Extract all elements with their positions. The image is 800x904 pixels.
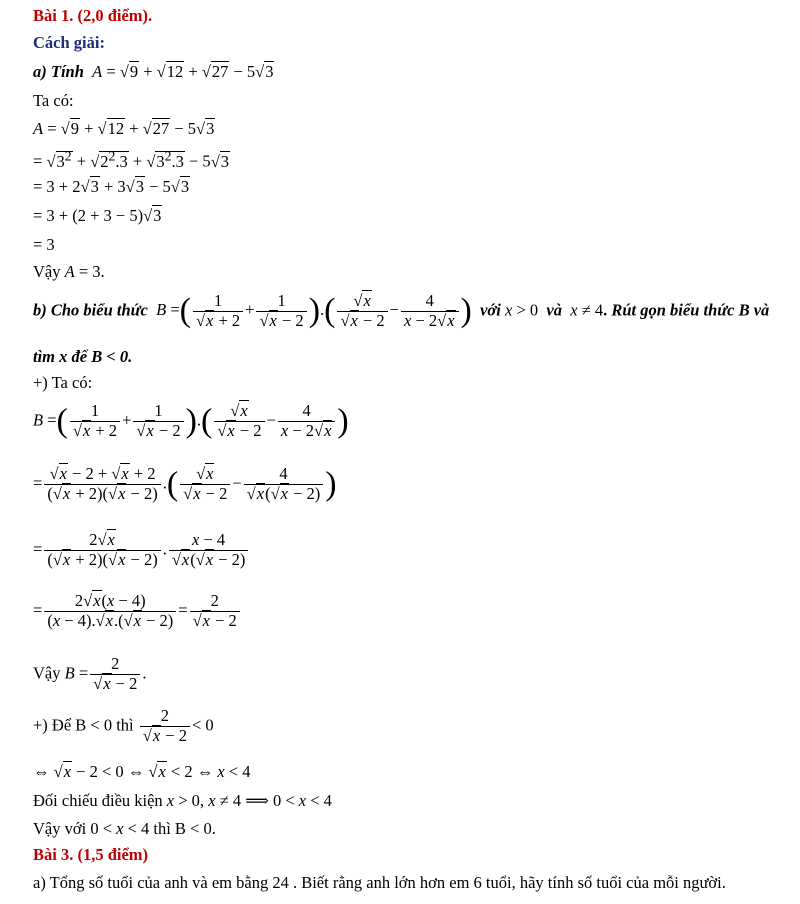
problem-3-title: Bài 3. (1,5 điểm): [33, 845, 149, 864]
given-label: Ta có:: [33, 91, 74, 110]
part-b-expression: B =( 1 √ x + 2 + 1 √ x − 2 ).( √ x √ x − 2 − $\frac{4}{x - 2√ x}$ ): [156, 300, 472, 319]
step-5: = 3: [33, 235, 55, 254]
part-b-condition: +) Để B < 0 thì 2 √ x − 2 < 0: [33, 707, 214, 746]
final-line: Vậy với 0 < x < 4 thì B < 0.: [33, 819, 216, 838]
problem-1-title: Bài 1. (2,0 điểm).: [33, 6, 153, 25]
b-step-3: = $\frac{2√ x}{(√ x + 2)(√ x - 2)}$ . x − 4 √ x(√ x − 2): [33, 531, 250, 570]
problem-3-part-a: a) Tổng số tuổi của anh và em bằng 24 . Biết rằng anh lớn hơn em 6 tuổi, hãy tính số tuổi của mỗi người.: [33, 873, 726, 892]
final-tail: thì B < 0.: [153, 819, 216, 838]
part-a-label: a) Tính: [33, 62, 84, 81]
solution-label: Cách giải:: [33, 33, 105, 52]
b-step-4: = $\frac{2√ x(x - 4)}{(x - 4).√ x.(√ x - 2)}$ = 2 √ x − 2: [33, 592, 242, 631]
b-step-1: B =( 1 √ x + 2 + 1 √ x − 2 ).( √ x √ x − 2 − $\frac{4}{x - 2√ x}$ ): [33, 402, 349, 441]
part-a-conclusion: Vậy A = 3.: [33, 262, 105, 281]
part-a-prompt: [33, 62, 274, 82]
b-step-2: = √ $\frac{x - 2 + √ x + 2}{(√ x + 2)(√ x - 2)}$ .( √ x √ x − 2 − 4 √ x(√ x − 2) ): [33, 465, 337, 504]
condition-label: +) Để B < 0 thì: [33, 715, 134, 735]
part-a-expression: A = √ 9 + √ 12 + √ 27 − 5√ 3: [88, 62, 274, 81]
part-b-given-label: +) Ta có:: [33, 373, 93, 392]
part-b-label: b) Cho biểu thức: [33, 300, 148, 320]
step-1: A = √ 9 + √ 12 + √ 27 − 5√ 3: [33, 119, 215, 139]
step-3: = 3 + 2√ 3 + 3√ 3 − 5√ 3: [33, 177, 190, 197]
compare-label: Đối chiếu điều kiện: [33, 791, 163, 810]
part-b-prompt: b) Cho biểu thức B =( 1 √ x + 2 + 1 √ x − 2 ).( √ x √ x − 2 − $\frac{4}{x - 2√ x}$ ) với x > 0 và x ≠ 4. Rút gọn biểu thức B và: [33, 292, 769, 331]
equivalence-line: ⇔ √ x − 2 < 0 ⇔ √ x < 2 ⇔ x < 4: [33, 762, 250, 782]
step-4: = 3 + (2 + 3 − 5)√ 3: [33, 206, 162, 226]
part-b-task: tìm x để B < 0.: [33, 347, 133, 366]
final-label: Vậy với: [33, 819, 87, 838]
step-2: = √ $3^2$ + √ $2^2.3$ + √ $3^2.3 - 5√$ 3: [33, 148, 230, 171]
part-b-result: Vậy B = 2 √ x − 2 .: [33, 655, 146, 694]
compare-line: Đối chiếu điều kiện x > 0, x ≠ 4 ⟹ 0 < x < 4: [33, 791, 332, 810]
